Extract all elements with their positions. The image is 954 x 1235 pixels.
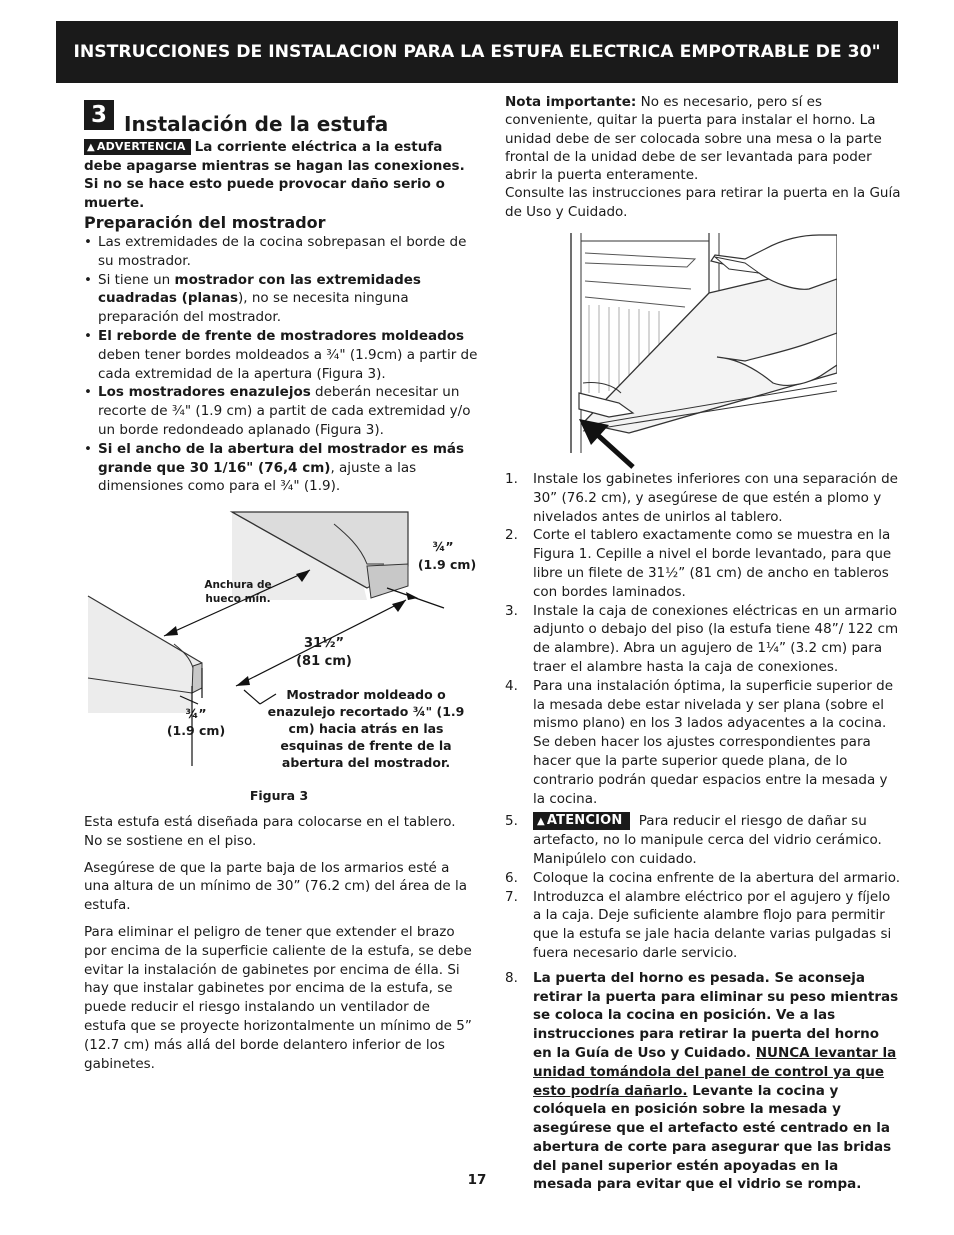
warning-block	[84, 138, 479, 212]
bullet-text: Si tiene un	[98, 271, 175, 288]
step-text: Instale la caja de conexiones eléctricas en un armario adjunto o debajo del piso (la estufa tiene 48”/ 122 cm de alambre). Abra un agujero de 1¼” (3.2 cm) para traer el alambre hasta la caja de conexiones.	[533, 602, 899, 675]
list-item	[505, 470, 900, 526]
installation-steps	[505, 470, 900, 1194]
step-number: 1.	[505, 471, 518, 487]
caution-badge	[533, 812, 630, 830]
list-item	[84, 440, 479, 496]
oven-door-drawing	[569, 233, 837, 469]
body-paragraphs	[84, 813, 474, 1081]
header-title: INSTRUCCIONES DE INSTALACION PARA LA ESTUFA ELECTRICA EMPOTRABLE DE 30"	[73, 42, 881, 62]
list-item	[505, 869, 900, 888]
note-text: No es necesario, pero sí es conveniente, quitar la puerta para instalar el horno. La unidad debe de ser colocada sobre una mesa o la parte frontal de la unidad debe de ser levantada para poder abrir la puerta enteramente.	[505, 94, 882, 184]
body-paragraph: Para eliminar el peligro de tener que extender el brazo por encima de la superficie caliente de la estufa, se debe evitar la instalación de gabinetes por encima de élla. Si hay que instalar gabinetes por encima de la estufa, se puede reducir el riesgo instalando un ventilador de estufa que se proyecte horizontalmente un mínimo de 5” (12.7 cm) más allá del borde delantero inferior de los gabinetes.	[84, 923, 472, 1072]
dim-19-top: (1.9 cm)	[417, 557, 477, 572]
step-bold-text: Levante la cocina y colóquela en posición sobre la mesada y asegúrese que el artefacto esté centrado en la abertura de corte para asegurar que las bridas del panel superior estén apoyadas en la mesada para evitar que el vidrio se rompa.	[533, 1082, 892, 1193]
list-item	[505, 969, 900, 1195]
step-text: Para una instalación óptima, la superficie superior de la mesada debe estar nivelada y ser plana (sobre el mismo plano) en los 3 lados adyacentes a la cocina. Se deben hacer los ajustes correspondientes para hacer que la parte superior quede plana, de lo contrario podrán quedar espacios entre la mesada y la cocina.	[533, 677, 894, 807]
step-text: Instale los gabinetes inferiores con una separación de 30” (76.2 cm), y asegúrese de que estén a plomo y nivelados antes de unirlos al tablero.	[533, 471, 898, 525]
dim-34-left: ¾”	[185, 706, 207, 721]
figure-3	[84, 508, 479, 808]
page-number: 17	[467, 1172, 487, 1188]
step-text: Corte el tablero exactamente como se muestra en la Figura 1. Cepille a nivel el borde levantado, para que libre un filete de 31½” (81 cm) de ancho en tableros con bordes laminados.	[533, 527, 892, 600]
bullet-text: deberán necesitar un recorte de ¾" (1.9 cm) a partit de cada extremidad y/o un borde redondeado aplanado (Figura 3).	[98, 384, 471, 438]
step-number: 8.	[505, 969, 518, 986]
figure-caption: Figura 3	[249, 788, 309, 803]
list-item	[505, 812, 900, 868]
prep-title: Preparación del mostrador	[84, 213, 326, 232]
step-text: Para reducir el riesgo de dañar su artefacto, no lo manipule cerca del vidrio cerámico. Manipúlelo con cuidado.	[533, 813, 882, 867]
warning-triangle-icon: ▲	[87, 142, 95, 153]
bullet-text: Las extremidades de la cocina sobrepasan el borde de su mostrador.	[98, 234, 467, 269]
page-header-banner	[56, 21, 898, 83]
oven-door-removal-illustration	[569, 233, 837, 469]
list-item	[505, 526, 900, 601]
step-warning-underline: NUNCA levantar la unidad tomándola del panel de control ya que esto podría dañarlo.	[533, 1044, 897, 1099]
list-item	[84, 271, 479, 327]
body-paragraph: Esta estufa está diseñada para colocarse en el tablero. No se sostiene en el piso.	[84, 814, 456, 849]
warning-badge-label: ADVERTENCIA	[96, 140, 186, 153]
step-bold-text: La puerta del horno es pesada. Se aconseja retirar la puerta para eliminar su peso mientras se coloca la cocina en posición. Ve a las instrucciones para retirar la puerta del horno en la Guía de Uso y Cuidado.	[533, 969, 899, 1061]
bullet-bold-text: Los mostradores enazulejos	[98, 384, 311, 401]
step-number: 2.	[505, 527, 518, 544]
list-item	[84, 383, 479, 439]
prep-bullet-list	[84, 233, 479, 496]
caution-badge-label: ATENCION	[546, 813, 623, 829]
bullet-text: , ajuste a las dimensiones como para el ¾" (1.9).	[98, 459, 417, 495]
step-number: 6.	[505, 869, 518, 886]
step-number: 7.	[505, 888, 518, 905]
bullet-bold-text: Si el ancho de la abertura del mostrador es más grande que 30 1/16" (76,4 cm)	[98, 440, 465, 476]
warning-badge	[84, 139, 191, 155]
list-item	[84, 327, 479, 383]
dim-19-left: (1.9 cm)	[166, 723, 226, 738]
caution-triangle-icon: ▲	[537, 816, 545, 828]
step-text: Coloque la cocina enfrente de la abertura del armario.	[533, 869, 901, 886]
step-text: Introduzca el alambre eléctrico por el agujero y fíjelo a la caja. Deje suficiente alambre flojo para permitir que la estufa se jale hacia delante varias pulgadas si fuera necesario darle servicio.	[533, 888, 892, 961]
dim-81: (81 cm)	[296, 654, 352, 669]
bullet-bold-text: mostrador con las extremidades cuadradas (planas	[98, 271, 421, 307]
width-label: Anchura de hueco mín.	[204, 579, 272, 605]
list-item	[505, 602, 900, 677]
step-number: 5.	[505, 813, 518, 830]
note-label: Nota importante:	[505, 94, 637, 110]
section-title: Instalación de la estufa	[124, 112, 389, 136]
list-item	[505, 888, 900, 963]
step-number: 4.	[505, 677, 518, 694]
right-column	[505, 93, 905, 221]
bullet-text: deben tener bordes moldeados a ¾" (1.9cm) a partir de cada extremidad de la apertura (Figura 3).	[98, 346, 478, 382]
step-number: 3.	[505, 602, 518, 619]
bullet-text: ), no se necesita ninguna preparación del mostrador.	[98, 290, 409, 326]
warning-text: La corriente eléctrica a la estufa debe apagarse mientras se hagan las conexiones. Si no se hace esto puede provocar daño serio o muerte.	[84, 139, 465, 211]
list-item	[84, 233, 479, 271]
list-item	[505, 677, 900, 809]
section-number: 3	[84, 100, 114, 130]
dim-34-top: ¾”	[432, 539, 454, 554]
note-text-2: Consulte las instrucciones para retirar la puerta en la Guía de Uso y Cuidado.	[505, 185, 901, 220]
bullet-bold-text: El reborde de frente de mostradores moldeados	[98, 327, 465, 344]
important-note	[505, 93, 905, 184]
dim-315: 31½”	[303, 636, 345, 651]
body-paragraph: Asegúrese de que la parte baja de los armarios esté a una altura de un mínimo de 30” (76.2 cm) del área de la estufa.	[84, 859, 468, 914]
molded-counter-label: Mostrador moldeado o enazulejo recortado ¾" (1.9 cm) hacia atrás en las esquinas de frente de la abertura del mostrador.	[267, 687, 465, 770]
